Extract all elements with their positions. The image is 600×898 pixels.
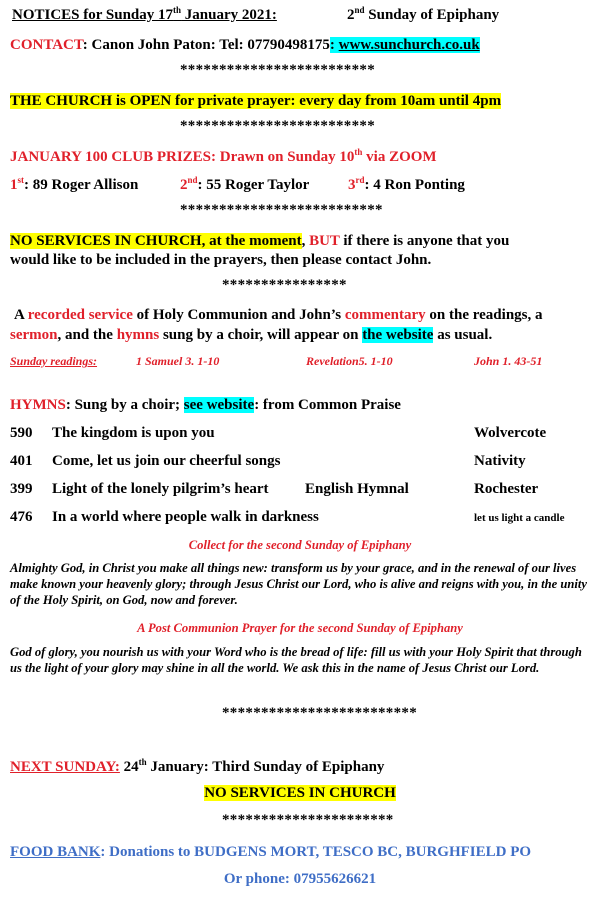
reading-1: 1 Samuel 3. 1-10 (136, 354, 220, 368)
food-bank-phone: Or phone: 07955626621 (223, 871, 377, 887)
recorded-service-notice-cont: sermon, and the hymns sung by a choir, will appear on the website as usual. (10, 327, 493, 343)
divider: ********************** (222, 812, 394, 828)
readings-label: Sunday readings: (10, 354, 98, 368)
divider: ************************* (180, 62, 375, 78)
divider: ************************* (180, 118, 375, 134)
contact-line: CONTACT: Canon John Paton: Tel: 07790498175: www.sunchurch.co.uk (10, 37, 480, 53)
no-services-notice: NO SERVICES IN CHURCH, at the moment, BUT if there is anyone that you (10, 233, 510, 249)
contact-label: CONTACT (10, 37, 83, 53)
next-sunday-line: NEXT SUNDAY: 24th January: Third Sunday of Epiphany (10, 757, 385, 775)
notices-title: NOTICES for Sunday 17th January 2021: (12, 5, 277, 23)
reading-3: John 1. 43-51 (474, 354, 543, 368)
divider: ************************** (180, 202, 383, 218)
food-bank-line: FOOD BANK: Donations to BUDGENS MORT, TESCO BC, BURGHFIELD PO (10, 844, 532, 860)
no-services-next: NO SERVICES IN CHURCH (204, 785, 396, 801)
see-website-link[interactable]: see website (183, 397, 255, 413)
post-communion-title: A Post Communion Prayer for the second Sunday of Epiphany (137, 621, 463, 635)
club-prize-3: 3rd: 4 Ron Ponting (348, 175, 465, 193)
post-communion-text: God of glory, you nourish us with your Word who is the bread of life: fill us with your Holy Spirit that through us the light of your glory may shine in all the world. We ask this in the name of Jesus Christ our Lord. (10, 645, 582, 675)
church-open-notice: THE CHURCH is OPEN for private prayer: every day from 10am until 4pm (10, 93, 502, 109)
no-services-notice-cont: would like to be included in the prayers, then please contact John. (10, 252, 432, 268)
club-title: JANUARY 100 CLUB PRIZES: Drawn on Sunday 10th via ZOOM (10, 147, 437, 165)
collect-title: Collect for the second Sunday of Epiphany (188, 538, 412, 552)
notices-page: NOTICES for Sunday 17th January 2021: 2nd Sunday of Epiphany CONTACT: Canon John Paton: Tel: 07790498175: www.sunchurch.co.uk ************************* THE CHURCH is OPEN for private prayer: every day from 10am until 4pm ************************* JANUARY 100 CLUB PRIZES: Drawn on Sunday 10th via ZOOM 1st: 89 Roger Allison 2nd: 55 Roger Taylor 3rd: 4 Ron Ponting ************************** NO SERVICES IN CHURCH, at the moment, BUT if there is anyone that you would like to be included in the prayers, then please contact John. **************** A recorded service of Holy Communion and John’s commentary on the readings, a sermon, and the hymns sung by a choir, will appear on the website as usual. Sunday readings: 1 Samuel 3. 1-10 Revelation5. 1-10 John 1. 43-51 HYMNS: Sung by a choir; see website: from Common Praise 590 The kingdom is upon you Wolvercote 401 Come, let us join our cheerful songs Nativity 399 Light of the lonely pilgrim’s heart English Hymnal Rochester 476 In a world where people walk in darkness let us light a candle Collect for the second Sunday of Epiphany Almighty God, in Christ you make all things new: transform us by your grace, and in the renewal of our lives make known your heavenly glory; through Jesus Christ our Lord, who is alive and reigns with you, in the unity of the Holy Spirit, on God, now and forever. A Post Communion Prayer for the second Sunday of Epiphany God of glory, you nourish us with your Word who is the bread of life: fill us with your Holy Spirit that through us the light of your glory may shine in all the world. We ask this in the name of Jesus Christ our Lord. ************************* NEXT SUNDAY: 24th January: Third Sunday of Epiphany NO SERVICES IN CHURCH ********************** FOOD BANK: Donations to BUDGENS MORT, TESCO BC, BURGHFIELD PO Or phone: 07955626621 (0, 0, 600, 898)
club-prize-1: 1st: 89 Roger Allison (10, 175, 139, 193)
recorded-service-notice: A recorded service of Holy Communion and John’s commentary on the readings, a (14, 307, 543, 323)
club-prize-2: 2nd: 55 Roger Taylor (180, 175, 310, 193)
collect-text: Almighty God, in Christ you make all things new: transform us by your grace, and in the renewal of our lives make known your heavenly glory; through Jesus Christ our Lord, who is alive and reigns with you, in the unity of the Holy Spirit, on God, now and forever. (10, 561, 587, 607)
website-link[interactable]: the website (362, 327, 434, 343)
divider: **************** (222, 277, 347, 293)
sunday-title: 2nd Sunday of Epiphany (347, 5, 500, 23)
divider: ************************* (222, 705, 417, 721)
hymns-heading: HYMNS: Sung by a choir; see website: from Common Praise (10, 397, 401, 413)
website-link[interactable]: www.sunchurch.co.uk (338, 37, 480, 53)
reading-2: Revelation5. 1-10 (306, 354, 393, 368)
